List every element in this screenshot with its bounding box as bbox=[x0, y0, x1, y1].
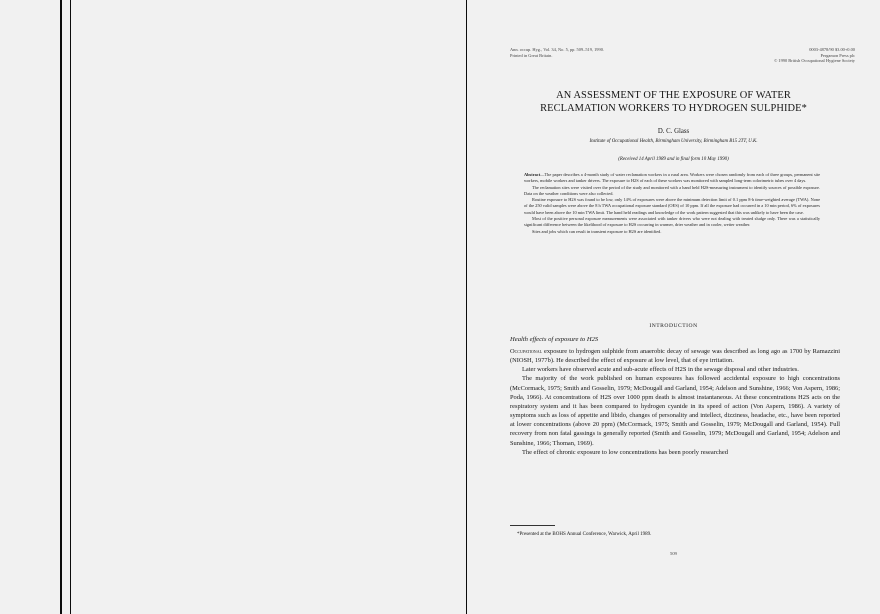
body-paragraph-4: The effect of chronic exposure to low concentrations has been poorly researched bbox=[522, 448, 728, 456]
abstract-p1: —The paper describes a 4-month study of water reclamation workers in a rural area. Workers were chosen randomly from each of three groups, permanent site workers, mobile workers and tanker drivers. The exposure to H2S of each of these workers was monitored with sampled long-term colorimetric tubes over 4 days. bbox=[524, 172, 820, 184]
received-dates: (Received 14 April 1989 and in final form 10 May 1990) bbox=[618, 157, 729, 162]
scan-gutter-line-left bbox=[60, 0, 62, 614]
abstract-p4: Most of the positive personal exposure measurements were associated with tanker drivers who were not dealing with treated sludge only. There was a statistically significant difference between the likelihood of exposure to H2S occurring in warmer, drier weather and in cooler, wetter weather. bbox=[524, 216, 820, 228]
journal-header: Ann. occup. Hyg., Vol. 34, No. 5, pp. 509–519, 1990. Printed in Great Britain. bbox=[510, 47, 604, 58]
body-paragraph-2: Later workers have observed acute and sub-acute effects of H2S in the sewage disposal and other industries. bbox=[522, 366, 799, 374]
page-number: 509 bbox=[670, 551, 677, 556]
footnote-rule bbox=[510, 525, 555, 526]
introduction-heading: INTRODUCTION bbox=[649, 323, 698, 329]
body-text bbox=[510, 347, 840, 457]
abstract-p2: The reclamation sites were visited over the period of the study and monitored with a hand held H2S-measuring instrument to identify sources of possible exposure. Data on the weather conditions were also collected. bbox=[524, 184, 820, 196]
section-heading: Health effects of exposure to H2S bbox=[510, 336, 599, 343]
abstract bbox=[524, 172, 820, 235]
scan-gutter-line-inner bbox=[70, 0, 71, 614]
author-name: D. C. Glass bbox=[657, 128, 690, 135]
abstract-label: Abstract bbox=[524, 172, 541, 177]
body-paragraph-3: The majority of the work published on human exposures has followed accidental exposure to high concentrations (McCormack, 1975; Smith and Gosselin, 1979; McDougall and Garland, 1954; Adelson and Sunshine, 1966; Von Aspern, 1986; Poda, 1966). At concentrations of H2S over 1000 ppm death is almost instantaneous. At these concentrations H2S acts on the respiratory system and it has been compared to hydrogen cyanide in its speed of action (Von Aspern, 1986). A variety of symptoms such as loss of appetite and libido, changes of personality and intellect, dizziness, headache, etc., have been reported at lower concentrations (above 20 ppm) (McCormack, 1975; Smith and Gosselin, 1979; McDougall and Garland, 1954). Full recovery from non fatal gassings is generally reported (Smith and Gosselin, 1979; McDougall and Garland, 1954; Adelson and Sunshine, 1966; Thoman, 1969). bbox=[510, 375, 840, 447]
author-affiliation: Institute of Occupational Health, Birmingham University, Birmingham B15 2TT, U.K. bbox=[589, 139, 758, 144]
publisher-header: 0003-4878/90 $3.00+0.00 Pergamon Press plc © 1990 British Occupational Hygiene Society bbox=[773, 47, 855, 63]
abstract-p5: Sites and jobs which can result in transient exposure to H2S are identified. bbox=[532, 228, 662, 234]
footnote: *Presented at the BOHS Annual Conference, Warwick, April 1989. bbox=[517, 532, 652, 537]
article-page bbox=[467, 0, 880, 614]
abstract-p3: Routine exposure to H2S was found to be low, only 14% of exposures were above the minimum detection limit of 0.1 ppm 8-h time-weighted average (TWA). None of the 250 valid samples were above the 8 h TWA occupational exposure standard (OES) of 10 ppm. If all the exposure had occurred in a 10 min period, 6% of exposures would have been above the 10 min TWA limit. The hand held readings and knowledge of the work pattern suggested that this was unlikely to have been the case. bbox=[524, 197, 820, 215]
body-paragraph-1: Occupational exposure to hydrogen sulphide from anaerobic decay of sewage was described as long ago as 1700 by Ramazzini (NIOSH, 1977b). He described the effect of exposure at low level, that of eye irritation. bbox=[510, 348, 840, 365]
article-title: AN ASSESSMENT OF THE EXPOSURE OF WATER RECLAMATION WORKERS TO HYDROGEN SULPHIDE* bbox=[540, 90, 807, 114]
